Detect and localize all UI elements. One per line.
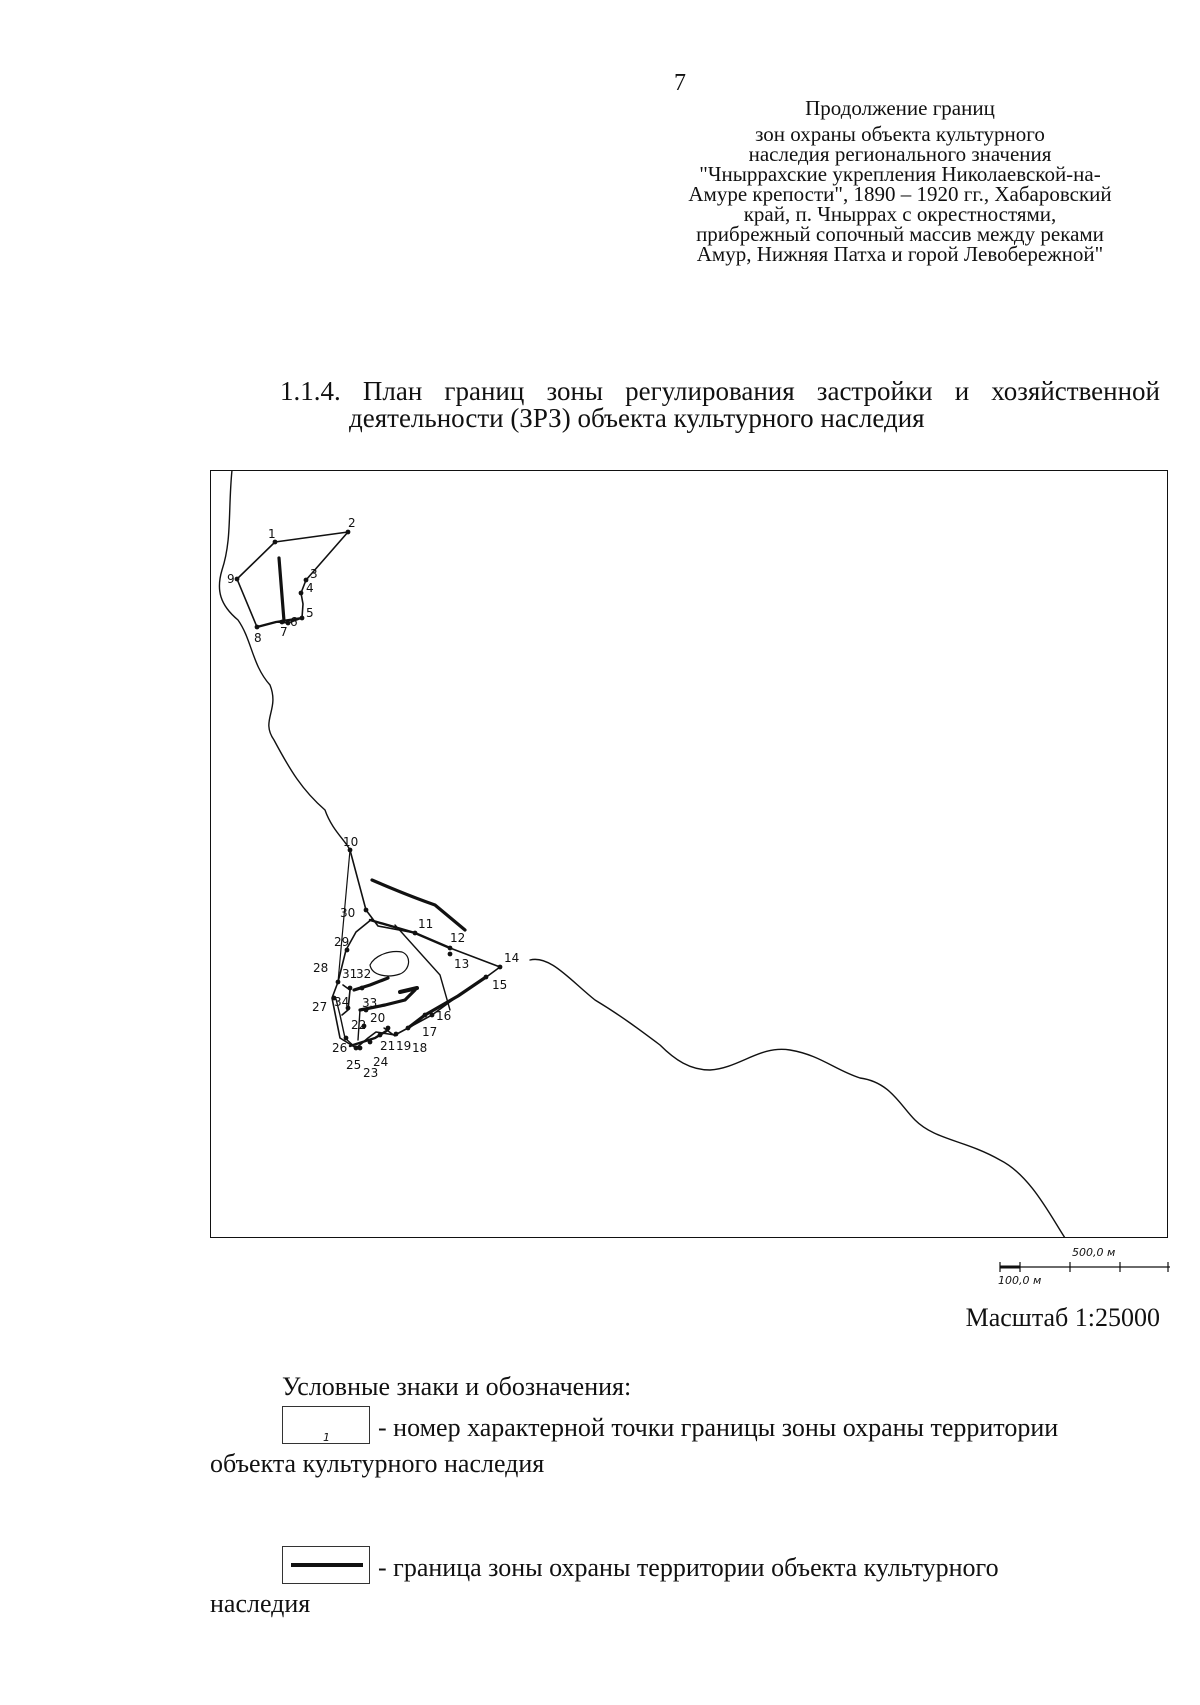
header-line: зон охраны объекта культурного bbox=[755, 122, 1045, 146]
boundary-point bbox=[430, 1013, 435, 1018]
point-label: 9 bbox=[227, 572, 235, 586]
point-label: 8 bbox=[254, 631, 262, 645]
point-label: 29 bbox=[334, 935, 350, 949]
boundary-point bbox=[448, 946, 453, 951]
point-label: 30 bbox=[340, 906, 356, 920]
boundary-point bbox=[448, 952, 453, 957]
point-label: 31 bbox=[342, 967, 358, 981]
point-label: 33 bbox=[362, 996, 378, 1010]
point-label: 15 bbox=[492, 978, 508, 992]
document-header bbox=[640, 98, 1160, 264]
legend-point-symbol bbox=[282, 1406, 370, 1444]
boundary-point bbox=[423, 1013, 428, 1018]
point-label: 5 bbox=[306, 606, 314, 620]
point-label: 13 bbox=[454, 957, 470, 971]
point-label: 19 bbox=[396, 1039, 412, 1053]
scale-bar bbox=[990, 1242, 1170, 1302]
zone-inner-line bbox=[395, 925, 450, 1010]
legend-item-text: наследия bbox=[210, 1589, 311, 1618]
point-label: 26 bbox=[332, 1041, 348, 1055]
boundary-point bbox=[255, 625, 260, 630]
boundary-point bbox=[348, 986, 353, 991]
boundary-point bbox=[394, 1032, 399, 1037]
zone-inner-line bbox=[370, 920, 450, 948]
legend-item-boundary bbox=[210, 1550, 1160, 1622]
point-label: 7 bbox=[280, 625, 288, 639]
boundary-point bbox=[300, 616, 305, 621]
boundary-point bbox=[368, 1040, 373, 1045]
point-label: 6 bbox=[290, 615, 298, 629]
point-label: 1 bbox=[268, 527, 276, 541]
boundary-point bbox=[484, 975, 489, 980]
point-label: 2 bbox=[348, 516, 356, 530]
scale-label-bottom: 100,0 м bbox=[998, 1274, 1042, 1287]
point-label: 12 bbox=[450, 931, 466, 945]
header-line: "Чныррахские укрепления Николаевской-на- bbox=[699, 162, 1101, 186]
point-label: 16 bbox=[436, 1009, 452, 1023]
point-label: 18 bbox=[412, 1041, 428, 1055]
legend-item-text: - номер характерной точки границы зоны охраны территории bbox=[378, 1413, 1059, 1442]
section-title-line-1: 1.1.4. План границ зоны регулирования застройки и хозяйственной bbox=[280, 376, 1160, 406]
legend-line-symbol bbox=[282, 1546, 370, 1584]
header-line: наследия регионального значения bbox=[748, 142, 1052, 166]
point-label: 25 bbox=[346, 1058, 362, 1072]
boundary-point bbox=[299, 591, 304, 596]
boundary-point bbox=[406, 1026, 411, 1031]
boundary-point bbox=[498, 965, 503, 970]
boundary-point bbox=[336, 980, 341, 985]
boundary-point bbox=[354, 1046, 359, 1051]
point-label: 32 bbox=[356, 967, 372, 981]
boundary-point bbox=[280, 620, 285, 625]
boundary-point bbox=[364, 908, 369, 913]
zone-boundary-north bbox=[237, 532, 348, 627]
point-label: 4 bbox=[306, 581, 314, 595]
legend-point-number: 1 bbox=[323, 1431, 330, 1444]
lake bbox=[370, 952, 409, 976]
point-label: 28 bbox=[313, 961, 329, 975]
header-line: Амуре крепости", 1890 – 1920 гг., Хабаровский bbox=[688, 182, 1112, 206]
point-label: 22 bbox=[351, 1018, 367, 1032]
section-title bbox=[280, 378, 1160, 432]
point-label: 27 bbox=[312, 1000, 328, 1014]
point-label: 21 bbox=[380, 1039, 396, 1053]
point-label: 20 bbox=[370, 1011, 386, 1025]
point-label: 24 bbox=[373, 1055, 389, 1069]
page-number: 7 bbox=[674, 70, 686, 96]
point-label: 10 bbox=[343, 835, 359, 849]
river bbox=[530, 959, 1065, 1238]
point-label: 34 bbox=[334, 995, 350, 1009]
boundary-point bbox=[235, 577, 240, 582]
point-label: 23 bbox=[363, 1066, 379, 1080]
zone-inner-line bbox=[279, 558, 284, 621]
boundary-point bbox=[378, 1033, 383, 1038]
scale-label-top: 500,0 м bbox=[1072, 1246, 1116, 1259]
point-label: 14 bbox=[504, 951, 520, 965]
section-title-line-2: деятельности (ЗРЗ) объекта культурного наследия bbox=[349, 403, 925, 433]
header-line: прибрежный сопочный массив между реками bbox=[696, 222, 1104, 246]
boundary-point bbox=[386, 1026, 391, 1031]
point-label: 17 bbox=[422, 1025, 438, 1039]
legend-item-text: - граница зоны охраны территории объекта культурного bbox=[378, 1553, 999, 1582]
legend-item-text: объекта культурного наследия bbox=[210, 1449, 545, 1478]
boundary-map bbox=[210, 470, 1168, 1238]
boundary-point bbox=[360, 986, 365, 991]
boundary-point bbox=[346, 530, 351, 535]
header-line: Амур, Нижняя Патха и горой Левобережной" bbox=[696, 242, 1104, 266]
legend-title: Условные знаки и обозначения: bbox=[282, 1372, 632, 1401]
boundary-point bbox=[344, 1036, 349, 1041]
coastline bbox=[219, 470, 350, 850]
header-line: Продолжение границ bbox=[805, 96, 995, 120]
scale-text: Масштаб 1:25000 bbox=[965, 1303, 1160, 1332]
legend-item-point bbox=[210, 1410, 1160, 1482]
point-label: 11 bbox=[418, 917, 434, 931]
boundary-point bbox=[413, 931, 418, 936]
header-line: край, п. Чныррах с окрестностями, bbox=[743, 202, 1057, 226]
point-label: 3 bbox=[310, 567, 318, 581]
